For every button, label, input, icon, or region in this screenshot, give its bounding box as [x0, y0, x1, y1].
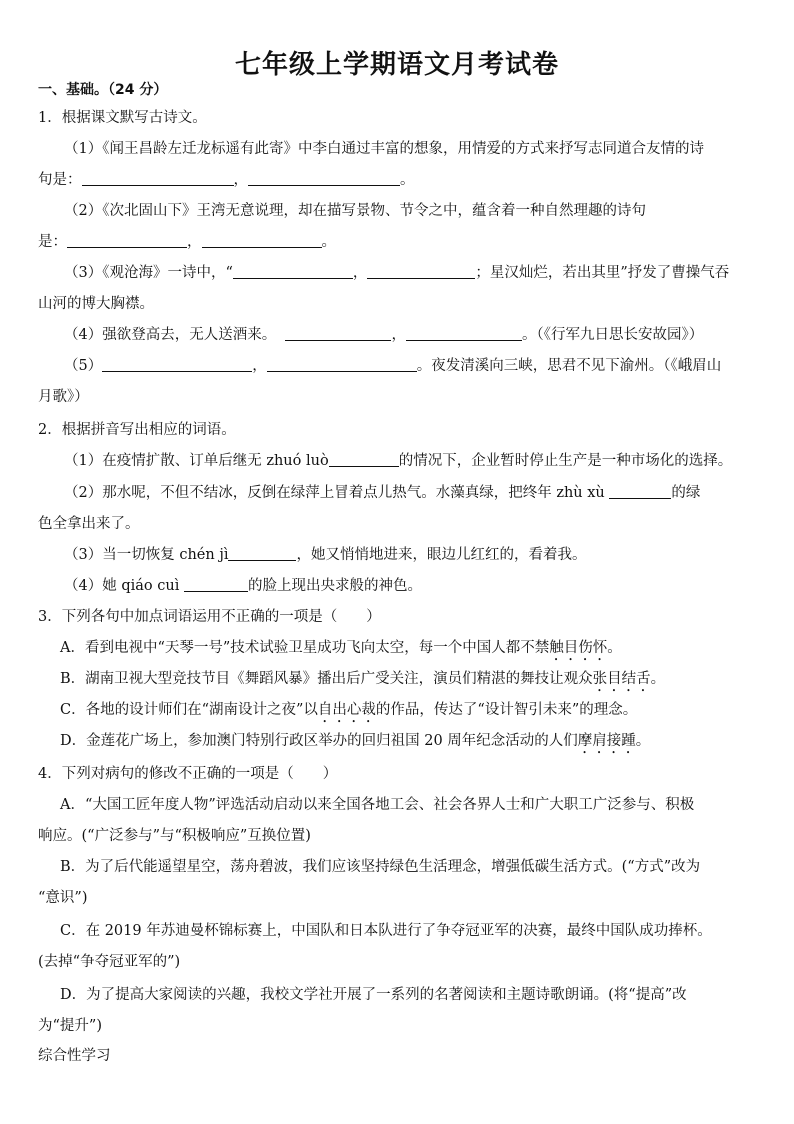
- q3-option-d: D．金莲花广场上，参加澳门特别行政区举办的回归祖国 20 周年纪念活动的人们摩肩接踵。: [60, 733, 651, 749]
- q3-option-a: A．看到电视中“天琴一号”技术试验卫星成功飞向太空，每一个中国人都不禁触目伤怀。: [60, 640, 622, 656]
- answer-blank[interactable]: [267, 356, 417, 372]
- q1-item-1-text: （1）《闻王昌龄左迁龙标遥有此寄》中李白通过丰富的想象，用情爱的方式来抒写志同道合友情的诗: [64, 141, 704, 157]
- answer-blank[interactable]: [82, 170, 234, 186]
- dotted-phrase: 自出心裁: [317, 702, 376, 718]
- question-3-stem: 3．下列各句中加点词语运用不正确的一项是（ ）: [38, 609, 381, 625]
- answer-blank[interactable]: [406, 325, 522, 341]
- q1-item-4-text: （4）强欲登高去，无人送酒来。 ， 。（《行军九日思长安故园》）: [64, 327, 704, 343]
- q3-option-c: C．各地的设计师们在“湖南设计之夜”以自出心裁的作品，传达了“设计智引未来”的理念。: [60, 702, 638, 718]
- answer-blank[interactable]: [184, 576, 248, 592]
- answer-blank[interactable]: [202, 232, 322, 248]
- q2-item-4-text: （4）她 qiáo cuì 的脸上现出央求般的神色。: [64, 578, 422, 594]
- answer-blank[interactable]: [102, 356, 252, 372]
- q2-item-2-text: （2）那水呢，不但不结冰，反倒在绿萍上冒着点儿热气。水藻真绿，把终年 zhù xù 的绿: [64, 485, 701, 501]
- question-2-stem: 2．根据拼音写出相应的词语。: [38, 422, 236, 438]
- q4-option-c: C．在 2019 年苏迪曼杯锦标赛上，中国队和日本队进行了争夺冠亚军的决赛，最终中国队成功捧杯。: [60, 923, 712, 939]
- q4-option-c-cont: (去掉“争夺冠亚军的”): [38, 954, 181, 970]
- q1-item-2-answer-line: 是： ， 。: [38, 234, 336, 250]
- section-heading: 一、基础。（24 分）: [38, 82, 168, 98]
- answer-blank[interactable]: [285, 325, 391, 341]
- q2-item-1-text: （1）在疫情扩散、订单后继无 zhuó luò 的情况下，企业暂时停止生产是一种市场化的选择。: [64, 453, 733, 469]
- answer-blank[interactable]: [367, 263, 475, 279]
- dotted-phrase: 触目伤怀: [549, 640, 608, 656]
- q4-option-b: B．为了后代能遥望星空，荡舟碧波，我们应该坚持绿色生活理念，增强低碳生活方式。(“方式”改为: [60, 859, 701, 875]
- q1-item-3-text: （3）《观沧海》一诗中，“ ， ；星汉灿烂，若出其里”抒发了曹操气吞: [64, 265, 730, 281]
- q2-item-2-text-cont: 色全拿出来了。: [38, 516, 140, 532]
- q1-item-5-text-cont: 月歌》）: [38, 389, 89, 405]
- q4-option-b-cont: “意识”): [38, 890, 88, 906]
- page-title: 七年级上学期语文月考试卷: [234, 50, 559, 80]
- q4-option-d: D．为了提高大家阅读的兴趣，我校文学社开展了一系列的名著阅读和主题诗歌朗诵。(将“提高”改: [60, 987, 687, 1003]
- q1-item-1-answer-line: 句是： ， 。: [38, 172, 415, 188]
- dotted-phrase: 张目结舌: [592, 671, 651, 687]
- answer-blank[interactable]: [609, 483, 671, 499]
- answer-blank[interactable]: [233, 263, 353, 279]
- q3-option-b: B．湖南卫视大型竞技节目《舞蹈风暴》播出后广受关注，演员们精湛的舞技让观众张目结舌。: [60, 671, 666, 687]
- q1-item-3-text-cont: 山河的博大胸襟。: [38, 296, 154, 312]
- question-1-stem: 1．根据课文默写古诗文。: [38, 110, 207, 126]
- question-4-stem: 4．下列对病句的修改不正确的一项是（ ）: [38, 766, 338, 782]
- dotted-phrase: 摩肩接踵: [577, 733, 636, 749]
- answer-blank[interactable]: [67, 232, 187, 248]
- q4-option-d-cont: 为“提升”): [38, 1018, 102, 1034]
- answer-blank[interactable]: [248, 170, 400, 186]
- answer-blank[interactable]: [228, 545, 296, 561]
- section-footer-label: 综合性学习: [38, 1048, 111, 1064]
- q2-item-3-text: （3）当一切恢复 chén jì ，她又悄悄地进来，眼边儿红红的，看着我。: [64, 547, 587, 563]
- q1-item-2-text: （2）《次北固山下》王湾无意说理，却在描写景物、节令之中，蕴含着一种自然理趣的诗句: [64, 203, 646, 219]
- q4-option-a-cont: 响应。(“广泛参与”与“积极响应”互换位置): [38, 828, 311, 844]
- q4-option-a: A．“大国工匠年度人物”评选活动启动以来全国各地工会、社会各界人士和广大职工广泛参与、积极: [60, 797, 695, 813]
- answer-blank[interactable]: [329, 451, 399, 467]
- q1-item-5-text: （5） ， 。夜发清溪向三峡，思君不见下渝州。（《峨眉山: [64, 358, 722, 374]
